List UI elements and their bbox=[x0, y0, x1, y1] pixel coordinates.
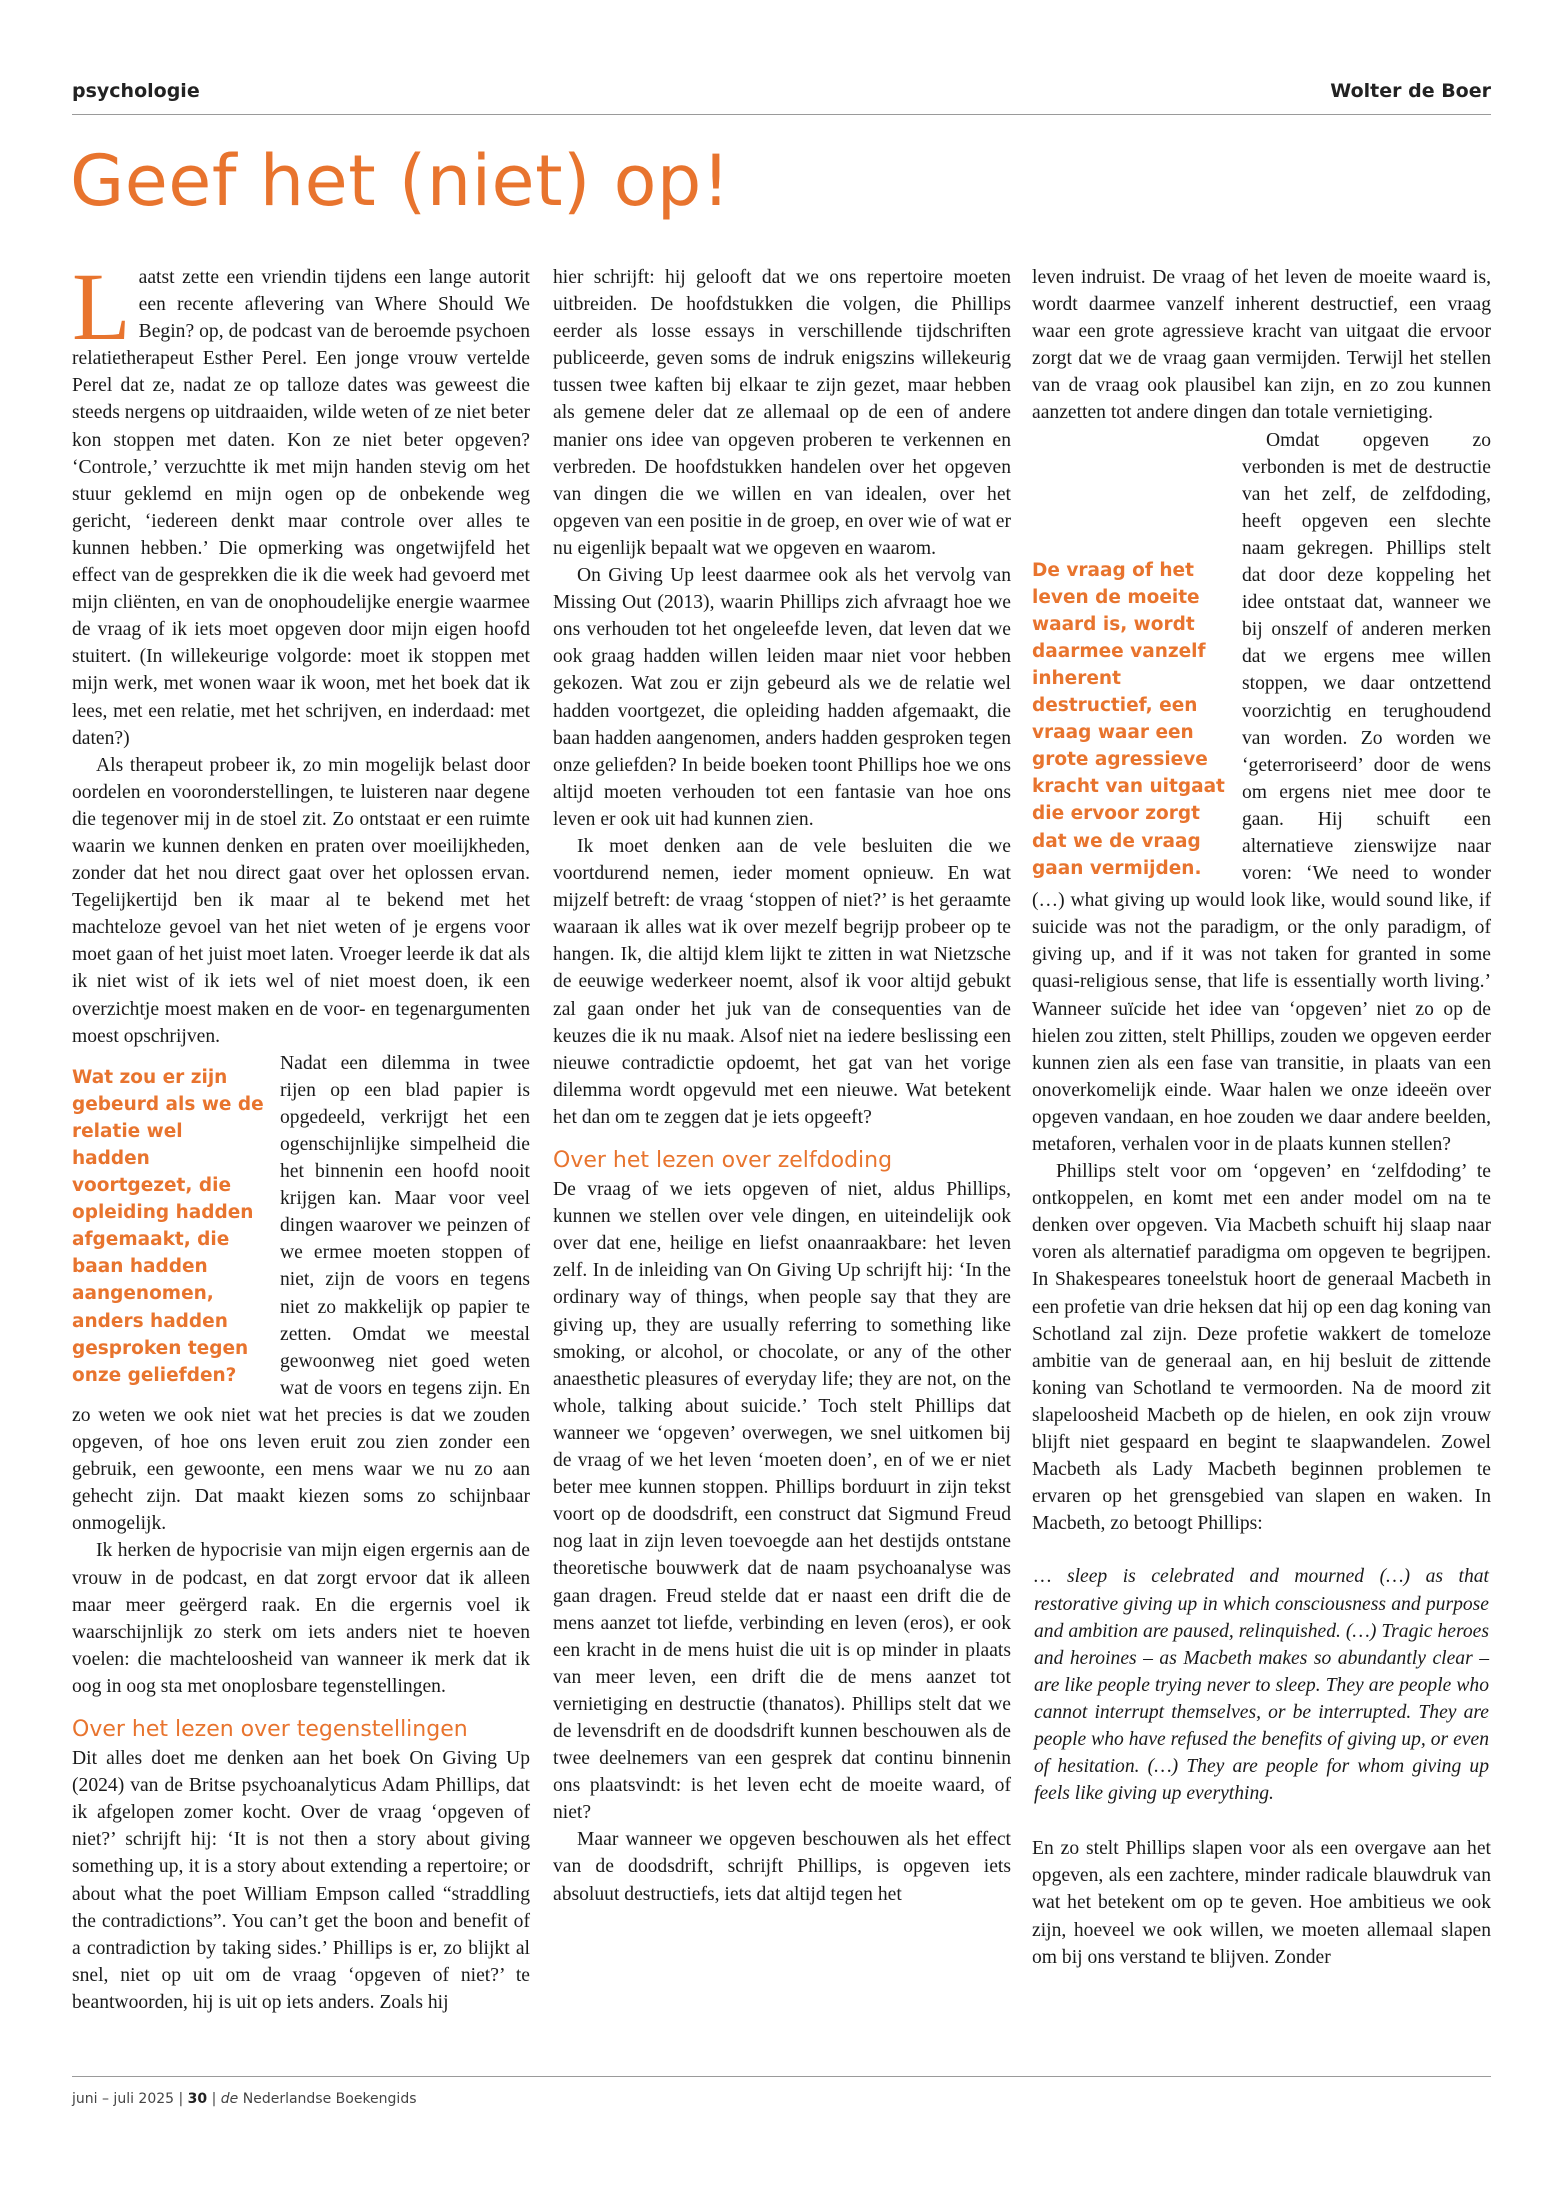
paragraph: Dit alles doet me denken aan het boek On Giving Up (2024) van de Britse psychoanalyticus Adam Phillips, dat ik afgelopen zomer kocht. Over de vraag ‘opgeven of niet?’ schrijft hij: ‘It is not then a story about giving something up, it is a story about extending a repertoire; or about what the poet William Empson called “straddling the contradictions”. You can’t get the boon and benefit of a contradiction by taking sides.’ Phillips is er, zo blijkt al snel, niet op uit om de vraag ‘opgeven of niet?’ te beantwoorden, hij is uit op iets anders. Zoals hij bbox=[72, 1748, 530, 2013]
column-1 bbox=[72, 253, 530, 2016]
paragraph: Ik herken de hypocrisie van mijn eigen ergernis aan de vrouw in de podcast, en dat zorgt ervoor dat ik alleen maar meer geërgerd raak. En die ergernis voel ik waarschijnlijk zo sterk om iets anders niet te hoeven voelen: die machteloosheid van wanneer ik merk dat ik oog in oog sta met onoplosbare tegenstellingen. bbox=[72, 1540, 530, 1697]
column-2 bbox=[553, 264, 1011, 1908]
paragraph: Nadat een dilemma in twee rijen op een blad papier is opgedeeld, verkrijgt het een ogenschijnlijke simpelheid die het binnenin een hoofd nooit krijgen kan. Maar voor veel dingen waarover we peinzen of we ermee moeten stoppen of niet, zijn de voors en tegens niet zo makkelijk op papier te zetten. Omdat we meestal gewoonweg niet goed weten wat de voors en tegens zijn. En zo weten we ook niet wat het precies is dat we zouden opgeven, of hoe ons leven eruit zou zien zonder een gebruik, een gewoonte, een mens waar we nu zo aan gehecht zijn. Dat maakt kiezen soms zo schijnbaar onmogelijk. bbox=[72, 1052, 530, 1535]
paragraph: En zo stelt Phillips slapen voor als een overgave aan het opgeven, als een zachtere, minder radicale blauwdruk van wat het betekent om op te geven. Hoe ambitieus we ook zijn, hoeveel we ook willen, we moeten allemaal slapen om bij ons verstand te blijven. Zonder bbox=[1032, 1838, 1491, 1968]
pull-quote: Wat zou er zijn gebeurd als we de relatie wel hadden voortgezet, die opleiding hadden afgemaakt, die baan hadden aangenomen, anders hadden gesproken tegen onze geliefden? bbox=[72, 1066, 264, 1386]
paragraph: Maar wanneer we opgeven beschouwen als het effect van de doodsdrift, schrijft Phillips, is opgeven iets absoluut destructiefs, iets dat altijd tegen het bbox=[553, 1829, 1011, 1905]
paragraph: Phillips stelt voor om ‘opgeven’ en ‘zelfdoding’ te ontkoppelen, en komt met een ander model om na te denken over opgeven. Via Macbeth schuift hij slaap naar voren als alternatief paradigma om opgeven te begrijpen. In Shakespeares toneelstuk hoort de generaal Macbeth in een profetie van drie heksen dat hij op een dag koning van Schotland zal zijn. Deze profetie wakkert de tomeloze ambitie van de generaal aan, en hij besluit de zittende koning van Schotland te vermoorden. Na de moord zit slapeloosheid Macbeth op de hielen, en ook zijn vrouw blijft niet gespaard en begint te slaapwandelen. Zowel Macbeth als Lady Macbeth beginnen problemen te ervaren op het grensgebied van slapen en waken. In Macbeth, zo betoogt Phillips: bbox=[1032, 1161, 1491, 1535]
issue-date: juni – juli 2025 bbox=[72, 2091, 175, 2107]
running-header bbox=[72, 78, 1491, 115]
paragraph: leven indruist. De vraag of het leven de moeite waard is, wordt daarmee vanzelf inherent destructief, een vraag waar een grote agressieve kracht van uitgaat die ervoor zorgt dat we de vraag gaan vermijden. Terwijl het stellen van de vraag ook plausibel kan zijn, en zo zou kunnen aanzetten tot andere dingen dan totale vernietiging. bbox=[1032, 267, 1491, 424]
paragraph: Laatst zette een vriendin tijdens een lange autorit een recente aflevering van Where Should We Begin? op, de podcast van de beroemde psychoen relatietherapeut Esther Perel. Een jonge vrouw vertelde Perel dat ze, nadat ze op talloze dates was geweest die steeds nergens op uitdraaiden, wilde weten of ze niet beter kon stoppen met daten. Kon ze niet beter opgeven? ‘Controle,’ verzuchtte ik met mijn handen stevig om het stuur geklemd en mijn ogen op de onbekende weg gericht, ‘iedereen denkt maar controle over alles te kunnen hebben.’ Die opmerking was ongetwijfeld het effect van de gesprekken die ik die week had gevoerd met mijn cliënten, en van de onophoudelijke energie waarmee de vraag of ik iets moet opgeven door mijn eigen hoofd stuitert. (In willekeurige volgorde: moet ik stoppen met mijn werk, met wonen waar ik woon, met het boek dat ik lees, met een relatie, met het schrijven, en inderdaad: met daten?) bbox=[72, 253, 530, 749]
page-footer bbox=[72, 2076, 1491, 2107]
section-heading: Over het lezen over tegenstellingen bbox=[72, 1716, 468, 1742]
column-3 bbox=[1032, 264, 1491, 1971]
publication-name: Nederlandse Boekengids bbox=[242, 2091, 417, 2107]
footer-separator: | bbox=[178, 2091, 184, 2107]
section-heading: Over het lezen over zelfdoding bbox=[553, 1148, 893, 1173]
paragraph: hier schrijft: hij gelooft dat we ons repertoire moeten uitbreiden. De hoofdstukken die volgen, die Phillips eerder als losse essays in verschillende tijdschriften publiceerde, geven soms de indruk enigszins willekeurig tussen twee kaften bij elkaar te zijn gezet, maar hebben als gemene deler dat ze allemaal op de een of andere manier ons idee van opgeven proberen te verkennen en verbreden. De hoofdstukken handelen over het opgeven van dingen die we willen en van idealen, over het opgeven van een positie in de groep, en over wie of wat er nu eigenlijk bepaalt wat we opgeven en waarom. bbox=[553, 267, 1011, 559]
paragraph: Als therapeut probeer ik, zo min mogelijk belast door oordelen en vooronderstellingen, te luisteren naar degene die tegenover mij in de stoel zit. Zo ontstaat er een ruimte waarin we kunnen denken en praten over moeilijkheden, zonder dat het nou direct gaat over het oplossen ervan. Tegelijkertijd ben ik maar al te bekend met het machteloze gevoel van het niet weten of je ergens voor moet gaan of het juist moet laten. Vroeger leerde ik dat als ik niet wist of ik iets wel of niet moest doen, ik een overzichtje moest maken en de voor- en tegenargumenten moest opschrijven. bbox=[72, 754, 530, 1047]
author-name: Wolter de Boer bbox=[1330, 80, 1491, 102]
block-quote: … sleep is celebrated and mourned (…) as that restorative giving up in which consciousness and purpose and ambition are paused, relinquished. (…) Tragic heroes and heroines – as Macbeth makes so abundantly clear – are like people trying never to sleep. They are people who cannot interrupt themselves, or be interrupted. They are people who have refused the benefits of giving up, or even of hesitation. (…) They are people for whom giving up feels like giving up everything. bbox=[1034, 1566, 1489, 1805]
article-title: Geef het (niet) op! bbox=[70, 140, 731, 222]
footer-separator: | bbox=[211, 2091, 217, 2107]
publication-article: de bbox=[220, 2091, 239, 2107]
page-number: 30 bbox=[187, 2091, 208, 2107]
pull-quote: De vraag of het leven de moeite waard is, wordt daarmee vanzelf inherent destructief, een vraag waar een grote agressieve kracht van uitgaat die ervoor zorgt dat we de vraag gaan vermijden. bbox=[1032, 559, 1225, 879]
paragraph: De vraag of we iets opgeven of niet, aldus Phillips, kunnen we stellen over vele dingen, en uiteindelijk ook over dat ene, heilige en liefst onaanraakbare: het leven zelf. In de inleiding van On Giving Up schrijft hij: ‘In the ordinary way of things, when people say that they are giving up, they are usually referring to something like smoking, or alcohol, or chocolate, or any of the other anaesthetic pleasures of everyday life; they are not, on the whole, talking about suicide.’ Toch stelt Phillips dat wanneer we ‘opgeven’ overwegen, we snel uitkomen bij de vraag of we het leven ‘moeten doen’, en of we er niet beter mee kunnen stoppen. Phillips borduurt in zijn tekst voort op de doodsdrift, een construct dat Sigmund Freud nog laat in zijn leven toevoegde aan het destijds ontstane theoretische bouwwerk dat de naam psychoanalyse was gaan dragen. Freud stelde dat er naast een drift die de mens aanzet tot liefde, verbinding en leven (eros), er ook een kracht in de mens huist die uit is op minder in plaats van meer leven, een drift die de mens aanzet tot vernietiging en destructie (thanatos). Phillips stelt dat we de levensdrift en de doodsdrift kunnen beschouwen als de twee deelnemers van een gesprek dat continu binnenin ons plaatsvindt: is het leven echt de moeite waard, of niet? bbox=[553, 1179, 1011, 1824]
drop-cap: L bbox=[72, 253, 131, 360]
section-label: psychologie bbox=[72, 80, 200, 102]
paragraph: Ik moet denken aan de vele besluiten die we voortdurend nemen, ieder moment opnieuw. En wat mijzelf betreft: de vraag ‘stoppen of niet?’ is het geraamte waaraan ik alles wat ik over mezelf begrijp probeer op te hangen. Ik, die altijd klem lijkt te zitten in wat Nietzsche de eeuwige wederkeer noemt, alsof ik voor altijd gebukt zal gaan onder het juk van de consequenties van de keuzes die ik nu maak. Alsof niet na iedere beslissing een nieuwe contradictie opdoemt, het gat van het vorige dilemma wordt opgevuld met een nieuwe. Wat betekent het dan om te zeggen dat je iets opgeeft? bbox=[553, 835, 1011, 1128]
paragraph: Omdat opgeven zo verbonden is met de destructie van het zelf, de zelfdoding, heeft opgeven een slechte naam gekregen. Phillips stelt dat door deze koppeling het idee ontstaat dat, wanneer we bij onszelf of anderen merken dat we ergens mee willen stoppen, we daar ontzettend voorzichtig en terughoudend van worden. Zo worden we ‘geterroriseerd’ door de wens om ergens niet mee door te gaan. Hij schuift een alternatieve zienswijze naar voren: ‘We need to wonder (…) what giving up would look like, would sound like, if suicide was not the paradigm, or the only paradigm, of giving up, and if it was not taken for granted in some quasi-religious sense, that life is essentially worth living.’ Wanneer suïcide het idee van ‘opgeven’ niet zo op de hielen zou zitten, stelt Phillips, zouden we opgeven eerder kunnen zien als een fase van transitie, in plaats van een onoverkomelijk einde. Waar halen we onze ideeën over opgeven vandaan, en hoe zouden we daar andere beelden, metaforen, verhalen voor in de plaats kunnen stellen? bbox=[1032, 429, 1491, 1155]
paragraph: On Giving Up leest daarmee ook als het vervolg van Missing Out (2013), waarin Phillips zich afvraagt hoe we ons verhouden tot het ongeleefde leven, dat leven dat we ook graag hadden willen leiden maar niet voor hebben gekozen. Wat zou er zijn gebeurd als we de relatie wel hadden voortgezet, die opleiding hadden afgemaakt, die baan hadden aangenomen, anders hadden gesproken tegen onze geliefden? In beide boeken toont Phillips hoe we ons altijd moeten verhouden tot een fantasie van hoe ons leven er ook uit had kunnen zien. bbox=[553, 565, 1011, 830]
